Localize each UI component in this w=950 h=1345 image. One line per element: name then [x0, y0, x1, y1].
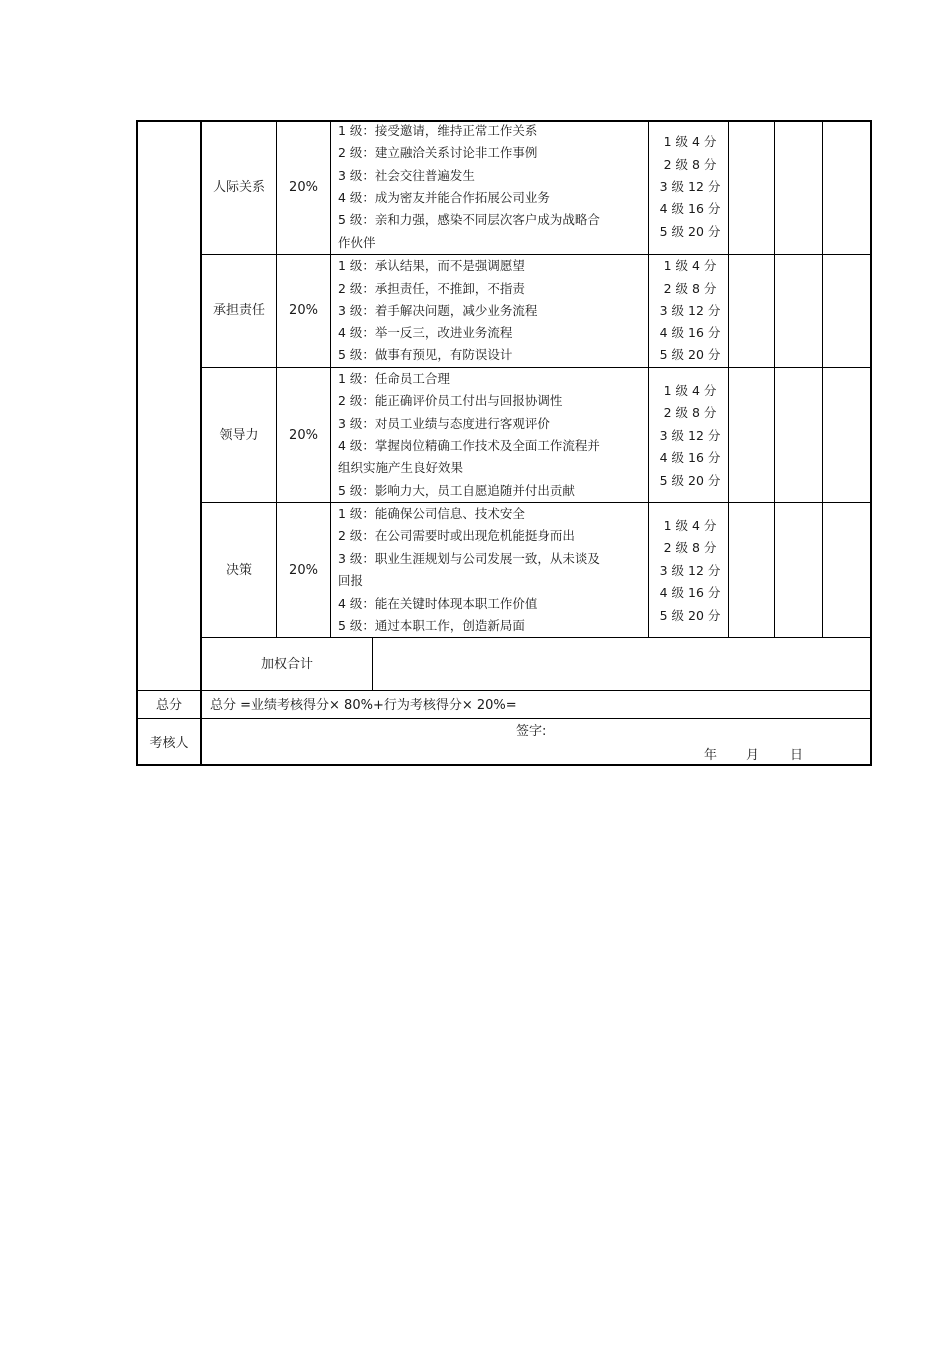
row-1-level-2: 2 级：建立融洽关系讨论非工作事例 — [338, 145, 538, 160]
row-1-score-5: 5 级 20 分 — [659, 224, 721, 239]
row-1-score-1: 1 级 4 分 — [663, 134, 717, 149]
row-divider-1 — [200, 254, 872, 255]
row-4-item-name: 决策 — [225, 563, 252, 578]
signature-label: 签字: — [516, 724, 547, 739]
table-border-top — [136, 120, 872, 122]
row-4-level-3: 3 级：职业生涯规划与公司发展一致，从未谈及 — [338, 551, 600, 566]
row-2-score-3: 3 级 12 分 — [659, 303, 721, 318]
row-2-weight: 20% — [289, 303, 318, 318]
row-4-level-3-cont: 回报 — [338, 573, 364, 588]
row-3-level-5: 5 级：影响力大，员工自愿追随并付出贡献 — [338, 483, 575, 498]
row-2-level-3: 3 级：着手解决问题，减少业务流程 — [338, 303, 538, 318]
table-border-right — [870, 120, 872, 766]
weighted-total-label: 加权合计 — [260, 657, 313, 672]
date-year: 年 — [704, 748, 718, 763]
row-3-level-2: 2 级：能正确评价员工付出与回报协调性 — [338, 393, 563, 408]
row-divider-2 — [200, 367, 872, 368]
row-3-level-4-cont: 组织实施产生良好效果 — [338, 460, 464, 475]
divider-col1-col2 — [774, 120, 775, 638]
table-border-left — [136, 120, 138, 766]
row-1-item-name: 人际关系 — [212, 180, 265, 195]
row-1-level-5: 5 级：亲和力强，感染不同层次客户成为战略合 — [338, 212, 600, 227]
row-3-score-2: 2 级 8 分 — [663, 405, 717, 420]
row-3-score-5: 5 级 20 分 — [659, 473, 721, 488]
row-4-score-5: 5 级 20 分 — [659, 608, 721, 623]
divider-weight-desc — [330, 120, 331, 638]
row-4-level-4: 4 级：能在关键时体现本职工作价值 — [338, 596, 538, 611]
row-4-level-2: 2 级：在公司需要时或出现危机能挺身而出 — [338, 528, 575, 543]
row-3-level-3: 3 级：对员工业绩与态度进行客观评价 — [338, 416, 550, 431]
row-2-level-4: 4 级：举一反三，改进业务流程 — [338, 325, 513, 340]
row-1-weight: 20% — [289, 180, 318, 195]
row-3-score-1: 1 级 4 分 — [663, 383, 717, 398]
row-2-score-2: 2 级 8 分 — [663, 281, 717, 296]
row-4-score-1: 1 级 4 分 — [663, 518, 717, 533]
row-2-score-5: 5 级 20 分 — [659, 347, 721, 362]
total-row-top-border — [136, 690, 872, 691]
row-1-score-2: 2 级 8 分 — [663, 157, 717, 172]
reviewer-label: 考核人 — [149, 736, 189, 751]
row-divider-4 — [200, 637, 872, 638]
row-2-score-1: 1 级 4 分 — [663, 258, 717, 273]
row-1-level-1: 1 级：接受邀请，维持正常工作关系 — [338, 123, 538, 138]
row-1-level-5-cont: 作伙伴 — [338, 235, 376, 250]
date-day: 日 — [790, 748, 804, 763]
row-3-level-4: 4 级：掌握岗位精确工作技术及全面工作流程并 — [338, 438, 600, 453]
total-formula: 总分 =业绩考核得分× 80%+行为考核得分× 20%= — [210, 698, 517, 713]
row-1-level-3: 3 级：社会交往普遍发生 — [338, 168, 475, 183]
assessment-table — [136, 120, 872, 766]
date-month: 月 — [746, 748, 760, 763]
total-label: 总分 — [155, 698, 182, 713]
weighted-total-divider — [372, 638, 373, 691]
row-3-score-4: 4 级 16 分 — [659, 450, 721, 465]
row-3-item-name: 领导力 — [219, 428, 259, 443]
row-1-score-4: 4 级 16 分 — [659, 201, 721, 216]
row-divider-3 — [200, 502, 872, 503]
divider-score-col1 — [728, 120, 729, 638]
row-4-weight: 20% — [289, 563, 318, 578]
table-border-bottom — [136, 764, 872, 766]
row-2-level-1: 1 级：承认结果，而不是强调愿望 — [338, 258, 525, 273]
row-3-score-3: 3 级 12 分 — [659, 428, 721, 443]
row-4-score-2: 2 级 8 分 — [663, 540, 717, 555]
row-4-level-1: 1 级：能确保公司信息、技术安全 — [338, 506, 525, 521]
row-2-level-2: 2 级：承担责任，不推卸，不指责 — [338, 281, 525, 296]
row-4-level-5: 5 级：通过本职工作，创造新局面 — [338, 618, 525, 633]
divider-name-weight — [276, 120, 277, 638]
row-4-score-4: 4 级 16 分 — [659, 585, 721, 600]
row-3-weight: 20% — [289, 428, 318, 443]
reviewer-row-top-border — [136, 718, 872, 719]
row-2-item-name: 承担责任 — [212, 303, 265, 318]
row-1-level-4: 4 级：成为密友并能合作拓展公司业务 — [338, 190, 550, 205]
row-3-level-1: 1 级：任命员工合理 — [338, 371, 450, 386]
divider-desc-score — [648, 120, 649, 638]
row-1-score-3: 3 级 12 分 — [659, 179, 721, 194]
row-4-score-3: 3 级 12 分 — [659, 563, 721, 578]
row-2-level-5: 5 级：做事有预见，有防误设计 — [338, 347, 513, 362]
row-2-score-4: 4 级 16 分 — [659, 325, 721, 340]
divider-col2-col3 — [822, 120, 823, 638]
